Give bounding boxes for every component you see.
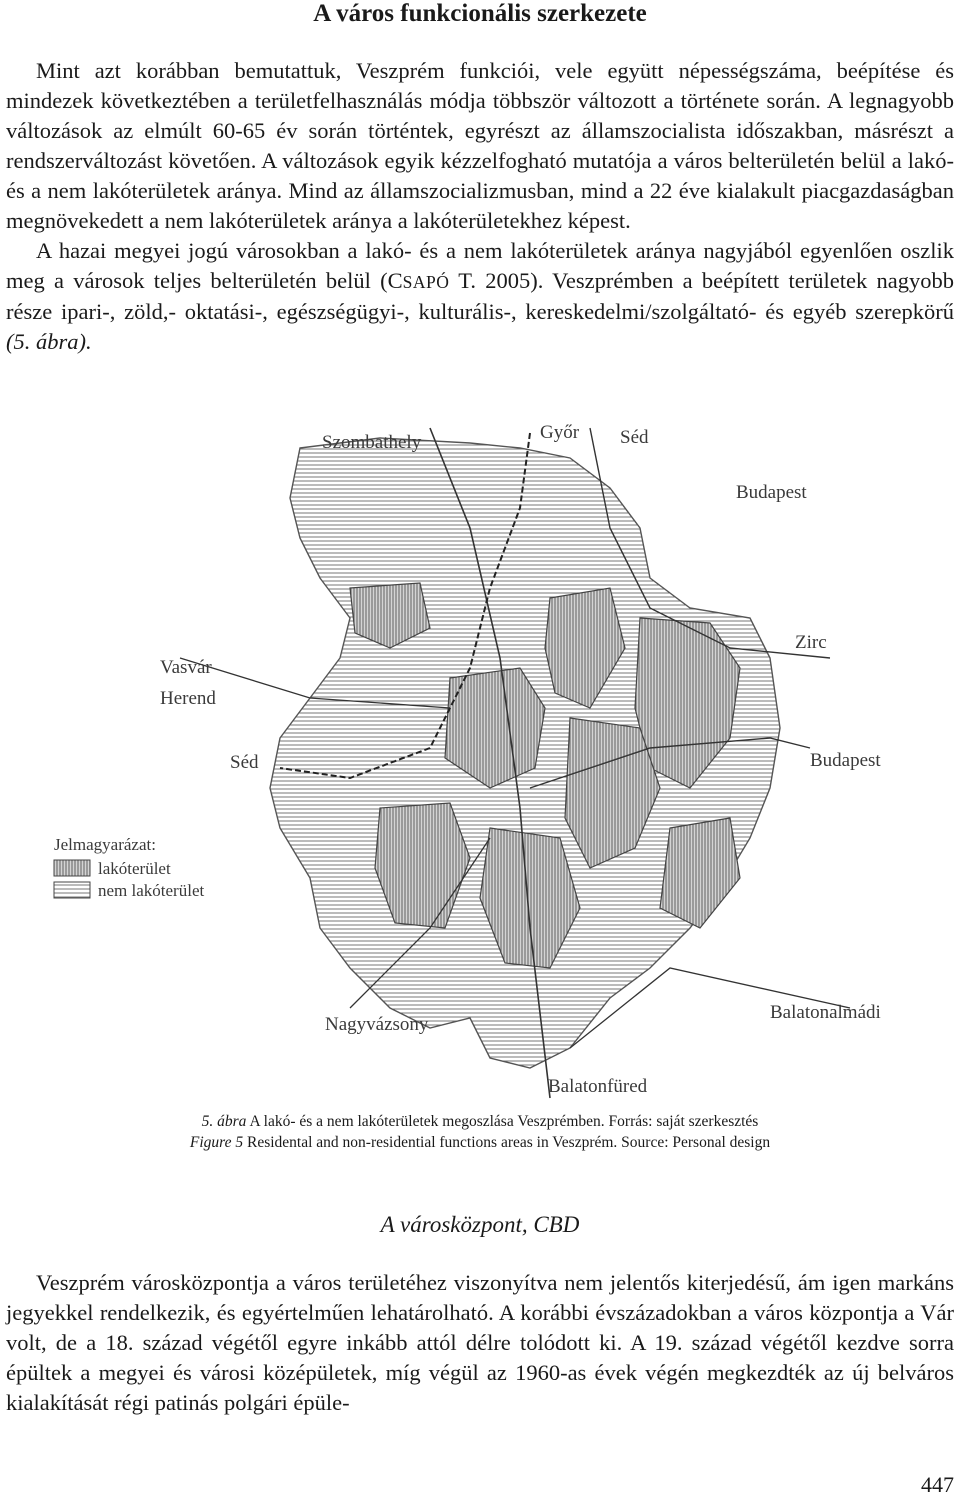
citation-initial: C (387, 268, 403, 293)
paragraph-2-text: A hazai megyei jogú városokban a lakó- és a nem lakóterületek aránya nagyjából egyenlően oszlik meg a városok teljes belterületén belül ( (6, 238, 954, 293)
legend-title: Jelmagyarázat: (54, 835, 156, 854)
map-figure (50, 408, 910, 1103)
section-heading: A város funkcionális szerkezete (313, 0, 647, 27)
figure-reference: (5. ábra). (6, 329, 92, 354)
label-balatonfured: Balatonfüred (548, 1076, 648, 1097)
label-gyor: Győr (540, 422, 580, 443)
label-herend: Herend (160, 688, 216, 709)
figure-label-en: Figure 5 (189, 1134, 244, 1151)
label-szombathely: Szombathely (322, 432, 422, 453)
caption-text-en: Residental and non-residential functions areas in Veszprém. Source: Personal design (243, 1134, 771, 1151)
citation-name: SAPÓ (402, 272, 450, 292)
veszprem-land-use-map (50, 408, 910, 1103)
intro-text (6, 56, 954, 357)
label-vasvar: Vasvár (160, 657, 212, 678)
legend-residential: lakóterület (98, 859, 171, 878)
label-nagyvazsony: Nagyvázsony (325, 1014, 429, 1035)
label-zirc: Zirc (795, 632, 827, 653)
label-budapest-right: Budapest (810, 750, 881, 771)
figure-label-hu: 5. ábra (201, 1113, 247, 1130)
label-budapest-top: Budapest (736, 482, 807, 503)
label-sed-left: Séd (230, 752, 259, 773)
page-number: 447 (921, 1472, 954, 1497)
cbd-text (6, 1268, 954, 1418)
subsection-heading: A városközpont, CBD (380, 1212, 580, 1237)
paragraph-3: Veszprém városközpontja a város területéhez viszonyítva nem jelentős kiterjedésű, ám igen markáns jegyekkel rendelkezik, és egyértelműen lehatárolható. A korábbi évszázadokban a város központja a Vár volt, de a 18. század végétől egyre inkább attól délre tolódott ki. A 19. század végétől kezdve sorra épültek a megyei és városi középületek, míg végül az 1960-as évek végén megkezdték az új belváros kialakítását régi patinás polgári épüle- (6, 1270, 954, 1415)
label-balatonalmadi: Balatonalmádi (770, 1002, 881, 1023)
legend-swatch-residential (54, 860, 90, 876)
paragraph-2-continued: T. 2005). Veszprémben a beépített területek nagyobb része ipari-, zöld,- oktatási-, egészségügyi-, kulturális-, kereskedelmi/szolgáltató- és egyéb szerepkörű (6, 268, 954, 324)
label-sed-top: Séd (620, 427, 649, 448)
caption-text-hu: A lakó- és a nem lakóterületek megoszlása Veszprémben. Forrás: saját szerkesztés (246, 1113, 759, 1130)
figure-caption-en (0, 1133, 960, 1153)
legend-swatch-non-residential (54, 882, 90, 898)
paragraph-1: Mint azt korábban bemutattuk, Veszprém funkciói, vele együtt népességszáma, beépítése és mindezek következtében a területfelhasználás módja többször változott a története során. A legnagyobb változások az elmúlt 60-65 év során történtek, egyrészt az államszocialista időszakban, másrészt a rendszerváltozást követően. A változások egyik kézzelfogható mutatója a város belterületén belül a lakó- és a nem lakóterületek aránya. Mind az államszocializmusban, mind a 22 éve kialakult piacgazdaságban megnövekedett a nem lakóterületek aránya a lakóterületekhez képest. (6, 58, 954, 233)
paragraph-2 (6, 236, 954, 357)
map-legend (54, 835, 204, 900)
residential-area-east (660, 818, 740, 928)
legend-non-residential: nem lakóterület (98, 881, 205, 900)
figure-caption-hu (0, 1112, 960, 1132)
